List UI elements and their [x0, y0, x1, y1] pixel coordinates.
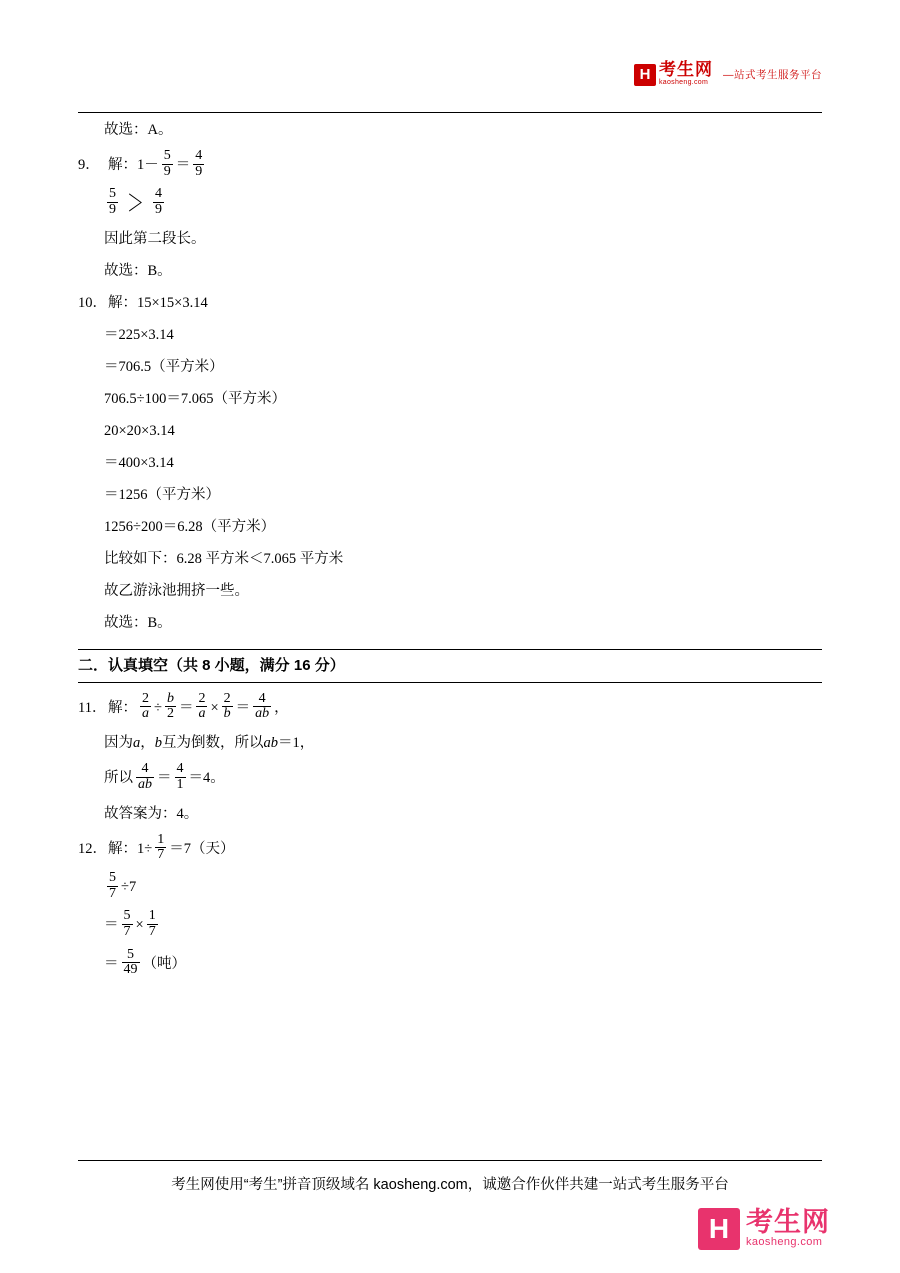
comma: ， [140, 735, 155, 752]
calc-text: ＝225×3.14 [104, 326, 174, 343]
solution-lead: 解：1÷ [108, 840, 153, 857]
logo-mark-icon: H [634, 64, 656, 86]
solution-lead: 解：1－ [108, 157, 159, 174]
fraction-denominator: 1 [176, 776, 184, 792]
fraction [107, 871, 118, 901]
fraction-numerator: 2 [142, 690, 149, 706]
calc-line [78, 946, 822, 979]
item-number: 10． [78, 294, 107, 311]
fraction-numerator: 5 [127, 946, 134, 962]
fraction-denominator: 9 [163, 163, 171, 179]
fraction-denominator: 7 [148, 923, 156, 939]
footer-divider [78, 1160, 822, 1161]
fraction [175, 762, 186, 792]
fraction-denominator: a [198, 706, 206, 722]
fraction-denominator: 2 [166, 706, 174, 722]
section-heading [78, 649, 822, 683]
comparison-line [78, 188, 822, 218]
fraction-denominator: 7 [157, 847, 165, 863]
logo-text [659, 62, 713, 87]
answer-text: 故答案为：4。 [104, 805, 199, 822]
answer-text: 故选：B。 [104, 614, 172, 631]
footer-logo-text [746, 1209, 830, 1249]
operator: ＝ [104, 917, 119, 934]
logo-domain: kaosheng.com [659, 79, 709, 86]
fraction-denominator: 9 [109, 202, 116, 218]
answer-line [78, 118, 822, 142]
fraction [147, 909, 158, 939]
fraction-numerator: 1 [148, 908, 156, 924]
fraction-denominator: 49 [123, 962, 138, 978]
operator: × [210, 699, 219, 716]
item-number: 11． [78, 699, 107, 716]
fraction-numerator: 4 [141, 761, 149, 777]
operator: ＝ [104, 955, 119, 972]
fraction [136, 762, 154, 792]
footer-note: 考生网使用“考生”拼音顶级域名 kaosheng.com，诚邀合作伙伴共建一站式考生服务平台 [171, 1177, 729, 1193]
calc-line [78, 483, 822, 507]
calc-line [78, 869, 822, 902]
trailing-punctuation: ， [274, 699, 289, 716]
conclusion-text: 因此第二段长。 [104, 230, 206, 247]
fraction-numerator: 4 [155, 186, 162, 202]
calc-text: 20×20×3.14 [104, 422, 175, 439]
fraction-denominator: 9 [195, 163, 203, 179]
reasoning-text: 互为倒数，所以 [162, 735, 264, 752]
fraction [162, 149, 173, 179]
item-number: 9． [78, 157, 100, 174]
fraction-denominator: a [142, 706, 149, 722]
solution-lead: 解： [108, 699, 137, 716]
result-text: ＝4。 [188, 770, 225, 787]
solution-item-11 [78, 690, 822, 723]
fraction-numerator: 4 [195, 148, 203, 163]
footer-watermark-logo [698, 1208, 830, 1250]
fraction [222, 692, 233, 722]
answer-text: 故选：B。 [104, 262, 172, 279]
calc-line [78, 515, 822, 539]
greater-than-sign: ＞ [127, 189, 144, 217]
answer-line [78, 259, 822, 283]
fraction [193, 149, 204, 179]
calc-text: 1256÷200＝6.28（平方米） [104, 518, 276, 535]
footer-logo-domain: kaosheng.com [746, 1236, 823, 1248]
unit-text: （吨） [142, 955, 186, 972]
comparison-text-line [78, 547, 822, 571]
calc-text: ＝400×3.14 [104, 454, 174, 471]
fraction-denominator: ab [255, 706, 270, 722]
reasoning-text: ＝1， [278, 735, 315, 752]
solution-item-9 [78, 150, 822, 180]
fraction-numerator: 4 [176, 761, 184, 777]
calc-line [78, 910, 822, 940]
fraction [122, 948, 140, 978]
fraction [155, 833, 166, 863]
section-heading-label: 二．认真填空（共 8 小题，满分 16 分） [78, 656, 345, 674]
logo-slogan: —站式考生服务平台 [723, 68, 822, 81]
reasoning-text: 所以 [104, 770, 133, 787]
item-number: 12． [78, 840, 107, 857]
conclusion-text: 故乙游泳池拥挤一些。 [104, 582, 249, 599]
variable-b: b [154, 735, 162, 752]
fraction [107, 187, 118, 217]
fraction-numerator: 2 [223, 690, 231, 706]
fraction [140, 692, 151, 722]
calc-line [78, 323, 822, 347]
operator: ÷ [154, 699, 162, 716]
logo-chinese-name: 考生网 [659, 60, 713, 79]
fraction-denominator: 9 [155, 202, 162, 218]
header-divider [78, 112, 822, 113]
reasoning-line [78, 731, 822, 755]
fraction [153, 187, 164, 217]
fraction-numerator: 1 [157, 831, 165, 847]
operator: ＝ [178, 699, 194, 716]
calc-line [78, 451, 822, 475]
fraction-numerator: 4 [258, 690, 266, 706]
fraction-denominator: ab [138, 776, 152, 792]
footer-logo-chinese-name: 考生网 [746, 1207, 830, 1237]
fraction-denominator: 7 [123, 923, 131, 939]
fraction-numerator: 5 [109, 186, 116, 202]
fraction-numerator: 5 [123, 908, 131, 924]
calc-text: ÷7 [121, 879, 137, 896]
site-logo [634, 62, 822, 87]
variable-ab: ab [263, 735, 278, 752]
answer-line [78, 802, 822, 826]
reasoning-text: 因为 [104, 735, 133, 752]
comparison-text: 比较如下：6.28 平方米＜7.065 平方米 [104, 550, 344, 567]
fraction-numerator: 2 [198, 690, 206, 706]
answer-line [78, 611, 822, 635]
conclusion-line [78, 227, 822, 251]
operator: ＝ [157, 770, 172, 787]
result-text: ＝7（天） [169, 840, 235, 857]
equals-sign: ＝ [175, 157, 191, 174]
calc-text: ＝706.5（平方米） [104, 358, 224, 375]
fraction [196, 692, 207, 722]
fraction-numerator: 5 [109, 869, 116, 885]
fraction [122, 909, 133, 939]
fraction-numerator: b [166, 690, 174, 706]
fraction-denominator: 7 [109, 885, 116, 901]
fraction [253, 692, 271, 722]
operator: × [135, 917, 144, 934]
calc-text: 706.5÷100＝7.065（平方米） [104, 390, 286, 407]
document-body [78, 118, 822, 987]
calc-line [78, 355, 822, 379]
fraction [165, 692, 176, 722]
solution-item-12 [78, 831, 822, 864]
calc-line [78, 419, 822, 443]
solution-item-10 [78, 291, 822, 315]
footer-logo-mark-icon: H [698, 1208, 740, 1250]
calc-text: ＝1256（平方米） [104, 486, 220, 503]
page-header [78, 62, 822, 112]
fraction-numerator: 5 [163, 148, 171, 163]
reasoning-line [78, 763, 822, 793]
operator: ＝ [235, 699, 251, 716]
fraction-denominator: b [223, 706, 231, 722]
solution-text: 解：15×15×3.14 [108, 294, 208, 311]
conclusion-line [78, 579, 822, 603]
calc-line [78, 387, 822, 411]
variable-a: a [133, 735, 141, 752]
answer-text: 故选：A。 [104, 122, 173, 138]
